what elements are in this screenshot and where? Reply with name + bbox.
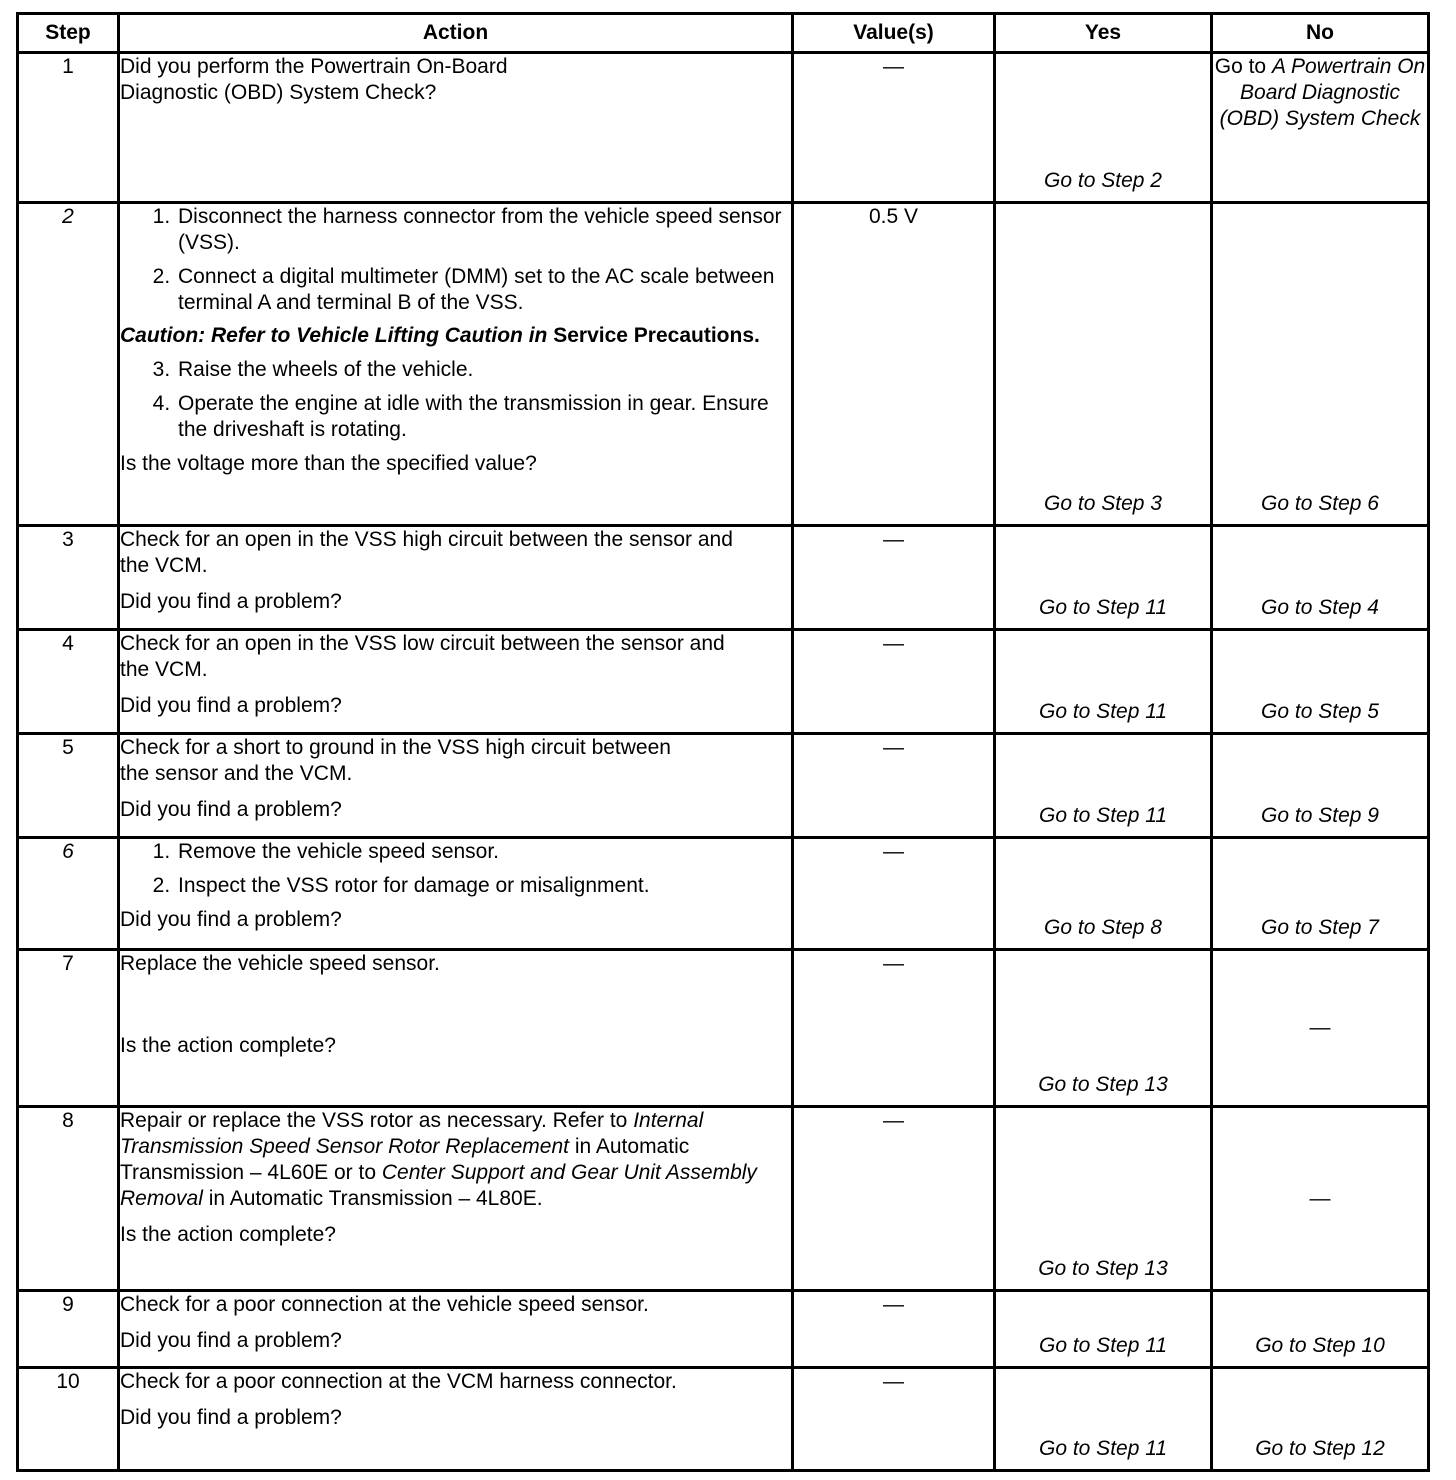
action-question: Is the action complete? <box>120 1034 336 1057</box>
diagnostic-table <box>16 12 1430 1472</box>
action-step: 3. Raise the wheels of the vehicle. <box>176 357 791 383</box>
action-cell <box>119 950 793 1107</box>
action-step: 4. Operate the engine at idle with the transmission in gear. Ensure the driveshaft is rotating. <box>176 391 791 443</box>
reference-link[interactable]: Internal Transmission Speed Sensor Rotor Replacement <box>120 1109 704 1158</box>
caution-text: Caution: Refer to Vehicle Lifting Caution in <box>120 324 548 347</box>
action-cell <box>119 838 793 950</box>
action-steps <box>120 839 791 899</box>
yes-link[interactable]: Go to Step 3 <box>1044 492 1162 515</box>
no-cell <box>1212 950 1429 1107</box>
action-cell <box>119 1107 793 1291</box>
value-cell: — <box>793 950 995 1107</box>
action-steps <box>120 357 791 443</box>
value-cell: — <box>793 1368 995 1471</box>
value-cell: — <box>793 1291 995 1368</box>
table-row <box>18 1291 1429 1368</box>
no-cell <box>1212 1107 1429 1291</box>
yes-cell <box>995 203 1212 526</box>
no-link[interactable]: Go to Step 4 <box>1261 596 1379 619</box>
action-step: 2. Connect a digital multimeter (DMM) set to the AC scale between terminal A and terminal B of the VSS. <box>176 264 791 316</box>
action-question: Did you find a problem? <box>120 1406 342 1429</box>
yes-cell <box>995 838 1212 950</box>
yes-cell <box>995 526 1212 630</box>
yes-cell <box>995 630 1212 734</box>
no-cell <box>1212 838 1429 950</box>
no-cell <box>1212 1368 1429 1471</box>
value-cell: — <box>793 734 995 838</box>
yes-link[interactable]: Go to Step 11 <box>1038 1437 1168 1460</box>
yes-link[interactable]: Go to Step 11 <box>1038 804 1168 827</box>
value-cell: — <box>793 526 995 630</box>
action-question: Did you find a problem? <box>120 694 342 717</box>
no-cell <box>1212 526 1429 630</box>
action-text: Check for a poor connection at the vehicle speed sensor. <box>120 1293 649 1316</box>
action-text: Did you perform the Powertrain On-Board Diagnostic (OBD) System Check? <box>120 55 508 104</box>
no-link[interactable]: Go to Step 12 <box>1255 1437 1385 1460</box>
header-step: Step <box>18 14 119 53</box>
value-cell: — <box>793 53 995 203</box>
step-number: 7 <box>18 950 119 1107</box>
no-link[interactable]: Go to Step 9 <box>1261 804 1379 827</box>
action-text-part: Repair or replace the VSS rotor as necessary. Refer to <box>120 1109 628 1132</box>
no-cell <box>1212 1291 1429 1368</box>
table-row <box>18 526 1429 630</box>
action-cell <box>119 53 793 203</box>
table-row <box>18 734 1429 838</box>
no-cell <box>1212 203 1429 526</box>
header-yes: Yes <box>995 14 1212 53</box>
action-steps <box>120 204 791 316</box>
step-number: 1 <box>18 53 119 203</box>
yes-cell <box>995 950 1212 1107</box>
no-link[interactable]: Go to Step 6 <box>1261 492 1379 515</box>
action-text-part: in Automatic Transmission – 4L80E. <box>208 1187 543 1210</box>
action-step: 1. Disconnect the harness connector from the vehicle speed sensor (VSS). <box>176 204 791 256</box>
table-row <box>18 1107 1429 1291</box>
no-link[interactable]: Go to Step 5 <box>1261 700 1379 723</box>
no-cell <box>1212 630 1429 734</box>
table-row <box>18 1368 1429 1471</box>
action-cell <box>119 630 793 734</box>
yes-cell <box>995 1291 1212 1368</box>
yes-link[interactable]: Go to Step 11 <box>1038 596 1168 619</box>
caution-reference[interactable]: Service Precautions. <box>553 324 760 347</box>
table-row <box>18 630 1429 734</box>
step-number: 5 <box>18 734 119 838</box>
header-no: No <box>1212 14 1429 53</box>
yes-cell <box>995 1368 1212 1471</box>
table-row <box>18 53 1429 203</box>
step-number: 3 <box>18 526 119 630</box>
action-text: Check for an open in the VSS low circuit between the sensor and the VCM. <box>120 632 725 681</box>
yes-cell <box>995 53 1212 203</box>
action-cell <box>119 203 793 526</box>
yes-link[interactable]: Go to Step 11 <box>1038 700 1168 723</box>
step-number: 10 <box>18 1368 119 1471</box>
no-value: — <box>1309 1186 1331 1210</box>
no-link[interactable]: Go to Step 7 <box>1261 916 1379 939</box>
action-question: Did you find a problem? <box>120 1329 342 1352</box>
header-values: Value(s) <box>793 14 995 53</box>
yes-link[interactable]: Go to Step 2 <box>1044 169 1162 192</box>
no-cell <box>1212 734 1429 838</box>
value-cell: — <box>793 838 995 950</box>
step-number: 2 <box>18 203 119 526</box>
step-number: 6 <box>18 838 119 950</box>
reference-link[interactable]: Center Support and Gear Unit Assembly Removal <box>120 1161 757 1210</box>
action-question: Did you find a problem? <box>120 590 342 613</box>
no-link[interactable]: A Powertrain On Board Diagnostic (OBD) System Check <box>1219 55 1426 130</box>
action-text: Replace the vehicle speed sensor. <box>120 952 440 975</box>
no-cell <box>1212 53 1429 203</box>
action-question: Is the action complete? <box>120 1223 336 1246</box>
action-cell <box>119 1291 793 1368</box>
action-cell <box>119 734 793 838</box>
header-action: Action <box>119 14 793 53</box>
yes-link[interactable]: Go to Step 13 <box>1038 1257 1168 1280</box>
yes-link[interactable]: Go to Step 8 <box>1044 916 1162 939</box>
value-cell: — <box>793 1107 995 1291</box>
no-value: — <box>1309 1016 1331 1039</box>
step-number: 9 <box>18 1291 119 1368</box>
action-text: Check for a short to ground in the VSS high circuit between the sensor and the VCM. <box>120 736 671 785</box>
yes-link[interactable]: Go to Step 13 <box>1038 1073 1168 1096</box>
yes-link[interactable]: Go to Step 11 <box>1038 1334 1168 1357</box>
action-cell <box>119 526 793 630</box>
caution-note <box>120 324 791 347</box>
value-cell: 0.5 V <box>793 203 995 526</box>
table-row <box>18 950 1429 1107</box>
action-cell <box>119 1368 793 1471</box>
action-question: Is the voltage more than the specified value? <box>120 452 537 475</box>
step-number: 8 <box>18 1107 119 1291</box>
action-step: 1. Remove the vehicle speed sensor. <box>176 839 791 865</box>
no-prefix: Go to <box>1214 55 1267 78</box>
action-question: Did you find a problem? <box>120 798 342 821</box>
action-text-part: in Automatic Transmission – 4L60E or to <box>120 1135 690 1184</box>
action-text: Check for a poor connection at the VCM harness connector. <box>120 1370 677 1393</box>
yes-cell <box>995 734 1212 838</box>
action-text <box>120 1108 791 1212</box>
action-question: Did you find a problem? <box>120 908 342 931</box>
yes-cell <box>995 1107 1212 1291</box>
action-text: Check for an open in the VSS high circuit between the sensor and the VCM. <box>120 528 733 577</box>
table-row <box>18 838 1429 950</box>
header-row <box>18 14 1429 53</box>
step-number: 4 <box>18 630 119 734</box>
no-link[interactable]: Go to Step 10 <box>1255 1334 1385 1357</box>
table-row <box>18 203 1429 526</box>
action-step: 2. Inspect the VSS rotor for damage or misalignment. <box>176 873 791 899</box>
value-cell: — <box>793 630 995 734</box>
